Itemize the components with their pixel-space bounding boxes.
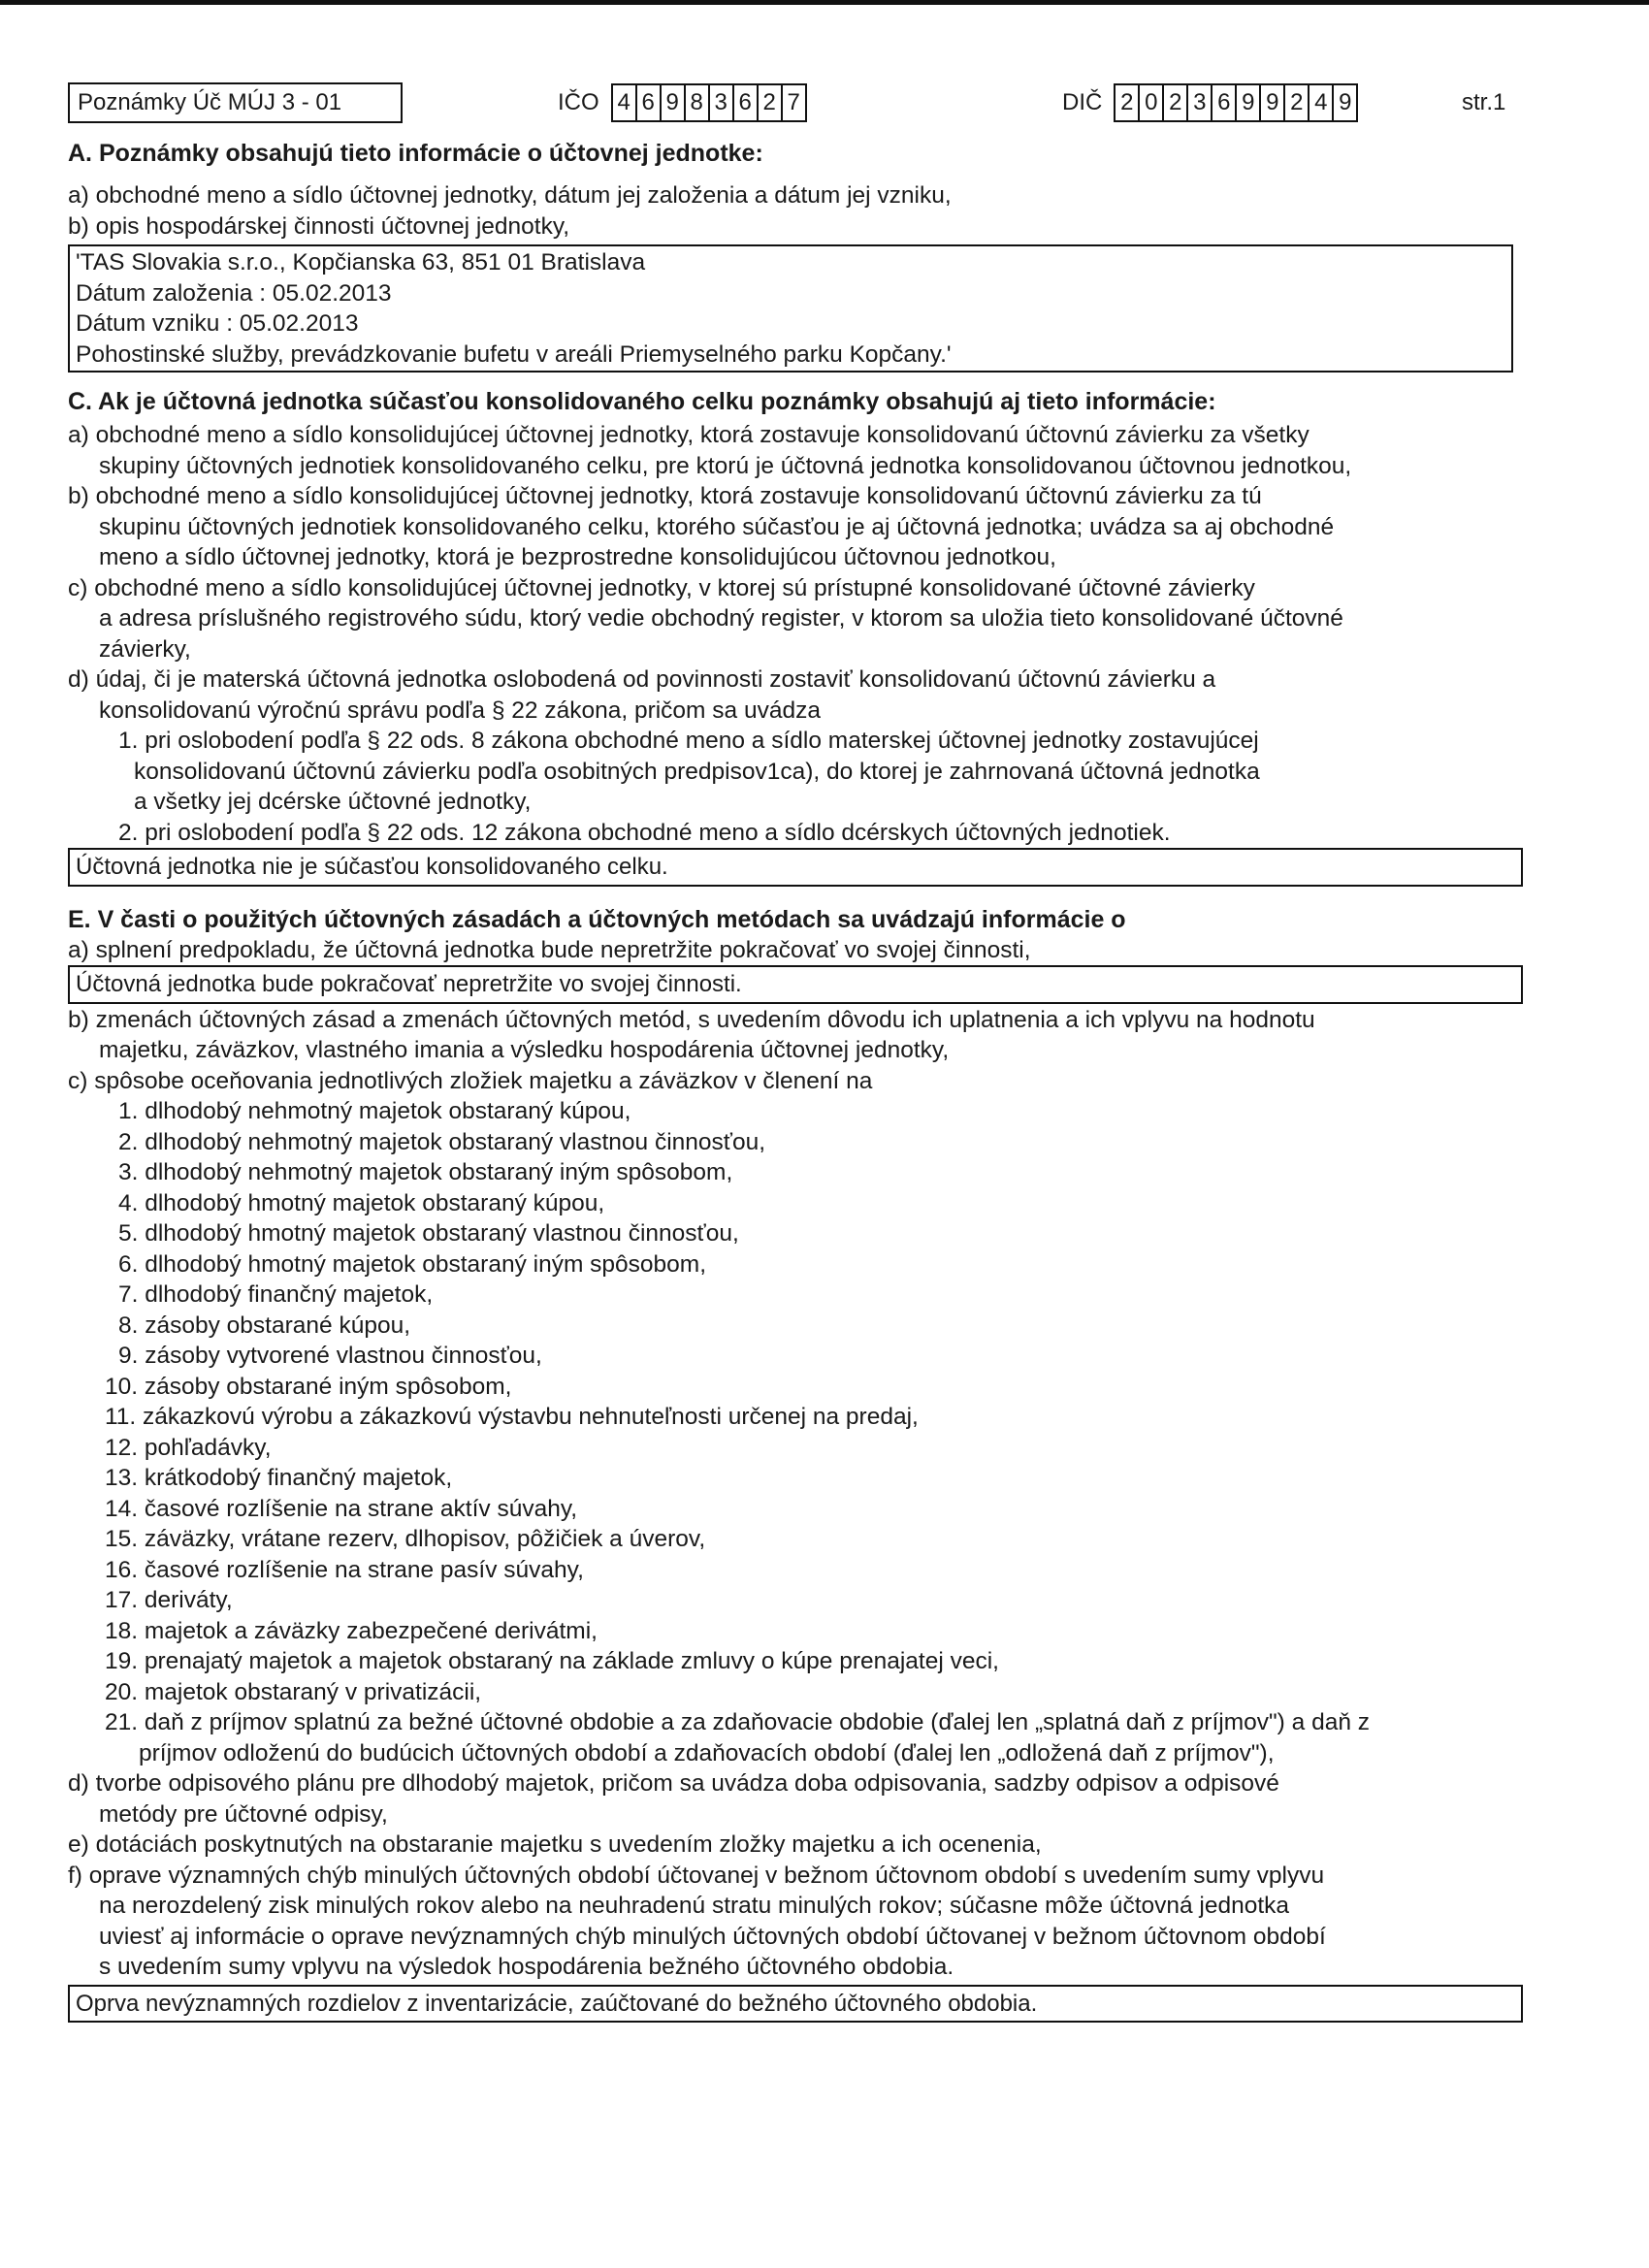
- form-id-box: Poznámky Úč MÚJ 3 - 01: [68, 82, 403, 123]
- dic-digit: 9: [1334, 83, 1358, 122]
- section-c-item-d2: 2. pri oslobodení podľa § 22 ods. 12 zákona obchodné meno a sídlo dcérskych účtovných jednotiek.: [118, 819, 1171, 846]
- ico-digit: 6: [637, 83, 662, 122]
- section-e-f-answer-box: Oprva nevýznamných rozdielov z inventarizácie, zaúčtované do bežného účtovného obdobia.: [68, 1985, 1523, 2024]
- valuation-list-item: 1. dlhodobý nehmotný majetok obstaraný kúpou,: [118, 1098, 631, 1124]
- section-e-item-f: f) oprave významných chýb minulých účtovných období účtovanej v bežnom účtovnom období s uvedením sumy vplyvu: [68, 1862, 1325, 1889]
- page-top-border: [0, 0, 1649, 5]
- valuation-list-item: 3. dlhodobý nehmotný majetok obstaraný iným spôsobom,: [118, 1159, 733, 1185]
- valuation-list-item: 5. dlhodobý hmotný majetok obstaraný vlastnou činnosťou,: [118, 1220, 739, 1247]
- section-e-item-b-cont: majetku, záväzkov, vlastného imania a výsledku hospodárenia účtovnej jednotky,: [99, 1037, 950, 1063]
- dic-digit: 4: [1310, 83, 1334, 122]
- section-c-title: C. Ak je účtovná jednotka súčasťou konsolidovaného celku poznámky obsahujú aj tieto informácie:: [68, 388, 1216, 415]
- valuation-list-item: 6. dlhodobý hmotný majetok obstaraný iným spôsobom,: [118, 1250, 707, 1278]
- answer-line: 'TAS Slovakia s.r.o., Kopčianska 63, 851 01 Bratislava: [76, 249, 646, 275]
- section-e-item-a: a) splnení predpokladu, že účtovná jednotka bude nepretržite pokračovať vo svojej činnosti,: [68, 936, 1031, 963]
- valuation-list-item: 4. dlhodobý hmotný majetok obstaraný kúpou,: [118, 1189, 605, 1216]
- valuation-list-item: 16. časové rozlíšenie na strane pasív súvahy,: [105, 1556, 584, 1583]
- valuation-list-item: 17. deriváty,: [105, 1587, 233, 1613]
- section-c-item-d-cont: konsolidovanú výročnú správu podľa § 22 zákona, pričom sa uvádza: [99, 697, 821, 724]
- ico-group: [558, 82, 807, 123]
- ico-digit: 3: [710, 83, 734, 122]
- dic-digit: 3: [1188, 83, 1212, 122]
- dic-group: [1062, 82, 1358, 123]
- dic-digit: 0: [1140, 83, 1164, 122]
- valuation-list-item: 2. dlhodobý nehmotný majetok obstaraný vlastnou činnosťou,: [118, 1128, 766, 1155]
- section-c-item-a-cont: skupiny účtovných jednotiek konsolidovaného celku, pre ktorú je účtovná jednotka konsolidovanou účtovnou jednotkou,: [99, 452, 1352, 479]
- valuation-list-item: 12. pohľadávky,: [105, 1434, 272, 1461]
- valuation-list-item: 20. majetok obstaraný v privatizácii,: [105, 1678, 482, 1705]
- valuation-list-item: 14. časové rozlíšenie na strane aktív súvahy,: [105, 1495, 578, 1522]
- section-c-item-c-cont: závierky,: [99, 635, 191, 663]
- section-c-item-d1-cont: konsolidovanú účtovnú závierku podľa osobitných predpisov1ca), do ktorej je zahrnovaná účtovná jednotka: [134, 758, 1260, 785]
- valuation-list-item: 13. krátkodobý finančný majetok,: [105, 1465, 453, 1491]
- section-c-item-c-cont: a adresa príslušného registrového súdu, ktorý vedie obchodný register, v ktorom sa uložia tieto konsolidované účtovné: [99, 605, 1343, 632]
- dic-label: DIČ: [1062, 89, 1103, 115]
- section-a-item: a) obchodné meno a sídlo účtovnej jednotky, dátum jej založenia a dátum jej vzniku,: [68, 182, 952, 209]
- valuation-list-item: 19. prenajatý majetok a majetok obstaraný na základe zmluvy o kúpe prenajatej veci,: [105, 1648, 999, 1674]
- section-e-item-c: c) spôsobe oceňovania jednotlivých zložiek majetku a záväzkov v členení na: [68, 1067, 873, 1094]
- section-e-item-d-cont: metódy pre účtovné odpisy,: [99, 1800, 388, 1828]
- section-c-item-b: b) obchodné meno a sídlo konsolidujúcej účtovnej jednotky, ktorá zostavuje konsolidovanú účtovnú závierku za tú: [68, 483, 1262, 509]
- section-e-item-f-cont: s uvedením sumy vplyvu na výsledok hospodárenia bežného účtovného obdobia.: [99, 1954, 954, 1980]
- document-page: [68, 82, 1523, 2023]
- ico-digit: 2: [759, 83, 783, 122]
- dic-digit: 2: [1285, 83, 1310, 122]
- answer-line: Dátum založenia : 05.02.2013: [76, 279, 392, 307]
- valuation-list-item: 8. zásoby obstarané kúpou,: [118, 1312, 411, 1339]
- page-number: str.1: [1462, 89, 1506, 115]
- answer-line: Pohostinské služby, prevádzkovanie bufetu v areáli Priemyselného parku Kopčany.': [76, 340, 952, 368]
- valuation-list-item: 18. majetok a záväzky zabezpečené derivátmi,: [105, 1617, 598, 1644]
- valuation-list-item: 11. zákazkovú výrobu a zákazkovú výstavbu nehnuteľnosti určenej na predaj,: [105, 1404, 919, 1430]
- section-e-item-f-cont: uviesť aj informácie o oprave nevýznamných chýb minulých účtovných období účtovanej v bežnom účtovnom období: [99, 1923, 1326, 1950]
- section-c-item-b-cont: meno a sídlo účtovnej jednotky, ktorá je bezprostredne konsolidujúcou účtovnou jednotkou,: [99, 544, 1056, 570]
- section-c-item-d1: 1. pri oslobodení podľa § 22 ods. 8 zákona obchodné meno a sídlo materskej účtovnej jednotky zostavujúcej: [118, 728, 1259, 754]
- valuation-list-item: 10. zásoby obstarané iným spôsobom,: [105, 1373, 512, 1400]
- dic-digit: 9: [1261, 83, 1285, 122]
- section-e-title: E. V časti o použitých účtovných zásadách a účtovných metódach sa uvádzajú informácie o: [68, 905, 1126, 933]
- ico-cells: [611, 83, 807, 122]
- valuation-list-item: 15. záväzky, vrátane rezerv, dlhopisov, pôžičiek a úverov,: [105, 1526, 706, 1552]
- ico-digit: 9: [662, 83, 686, 122]
- section-c-answer-box: Účtovná jednotka nie je súčasťou konsolidovaného celku.: [68, 848, 1523, 887]
- section-e-item-e: e) dotáciách poskytnutých na obstaranie majetku s uvedením zložky majetku a ich ocenenia,: [68, 1831, 1042, 1858]
- dic-digit: 2: [1116, 83, 1140, 122]
- section-a-item: b) opis hospodárskej činnosti účtovnej jednotky,: [68, 212, 570, 240]
- section-c-item-d1-cont: a všetky jej dcérske účtovné jednotky,: [134, 789, 532, 815]
- section-a-title: A. Poznámky obsahujú tieto informácie o účtovnej jednotke:: [68, 140, 763, 167]
- section-e-item-f-cont: na nerozdelený zisk minulých rokov alebo na neuhradenú stratu minulých rokov; súčasne môže účtovná jednotka: [99, 1893, 1290, 1919]
- ico-label: IČO: [558, 89, 599, 115]
- valuation-list-item: 9. zásoby vytvorené vlastnou činnosťou,: [118, 1343, 542, 1369]
- answer-line: Dátum vzniku : 05.02.2013: [76, 310, 359, 337]
- ico-digit: 6: [734, 83, 759, 122]
- section-c-item-b-cont: skupinu účtovných jednotiek konsolidovaného celku, ktorého súčasťou je aj účtovná jednotka; uvádza sa aj obchodné: [99, 513, 1335, 540]
- valuation-list-item-cont: príjmov odloženú do budúcich účtovných období a zdaňovacích období (ďalej len „odložená daň z príjmov"),: [139, 1739, 1275, 1766]
- ico-digit: 4: [613, 83, 637, 122]
- section-e-a-answer-box: Účtovná jednotka bude pokračovať nepretržite vo svojej činnosti.: [68, 965, 1523, 1004]
- section-e-item-b: b) zmenách účtovných zásad a zmenách účtovných metód, s uvedením dôvodu ich uplatnenia a ich vplyvu na hodnotu: [68, 1006, 1315, 1033]
- dic-digit: 6: [1212, 83, 1237, 122]
- section-c-item-c: c) obchodné meno a sídlo konsolidujúcej účtovnej jednotky, v ktorej sú prístupné konsolidované účtovné závierky: [68, 574, 1255, 601]
- section-c-item-d: d) údaj, či je materská účtovná jednotka oslobodená od povinnosti zostaviť konsolidovanú účtovnú závierku a: [68, 666, 1216, 693]
- section-a-answer-box: [68, 244, 1513, 373]
- dic-digit: 2: [1164, 83, 1188, 122]
- dic-digit: 9: [1237, 83, 1261, 122]
- valuation-list-item: 21. daň z príjmov splatnú za bežné účtovné obdobie a za zdaňovacie obdobie (ďalej len „splatná daň z príjmov") a daň z: [105, 1709, 1371, 1735]
- ico-digit: 8: [686, 83, 710, 122]
- form-header: [68, 82, 1523, 131]
- dic-cells: [1114, 83, 1358, 122]
- ico-digit: 7: [783, 83, 807, 122]
- valuation-list-item: 7. dlhodobý finančný majetok,: [118, 1281, 434, 1308]
- section-e-item-d: d) tvorbe odpisového plánu pre dlhodobý majetok, pričom sa uvádza doba odpisovania, sadzby odpisov a odpisové: [68, 1770, 1279, 1797]
- section-c-item-a: a) obchodné meno a sídlo konsolidujúcej účtovnej jednotky, ktorá zostavuje konsolidovanú účtovnú závierku za všetky: [68, 422, 1310, 448]
